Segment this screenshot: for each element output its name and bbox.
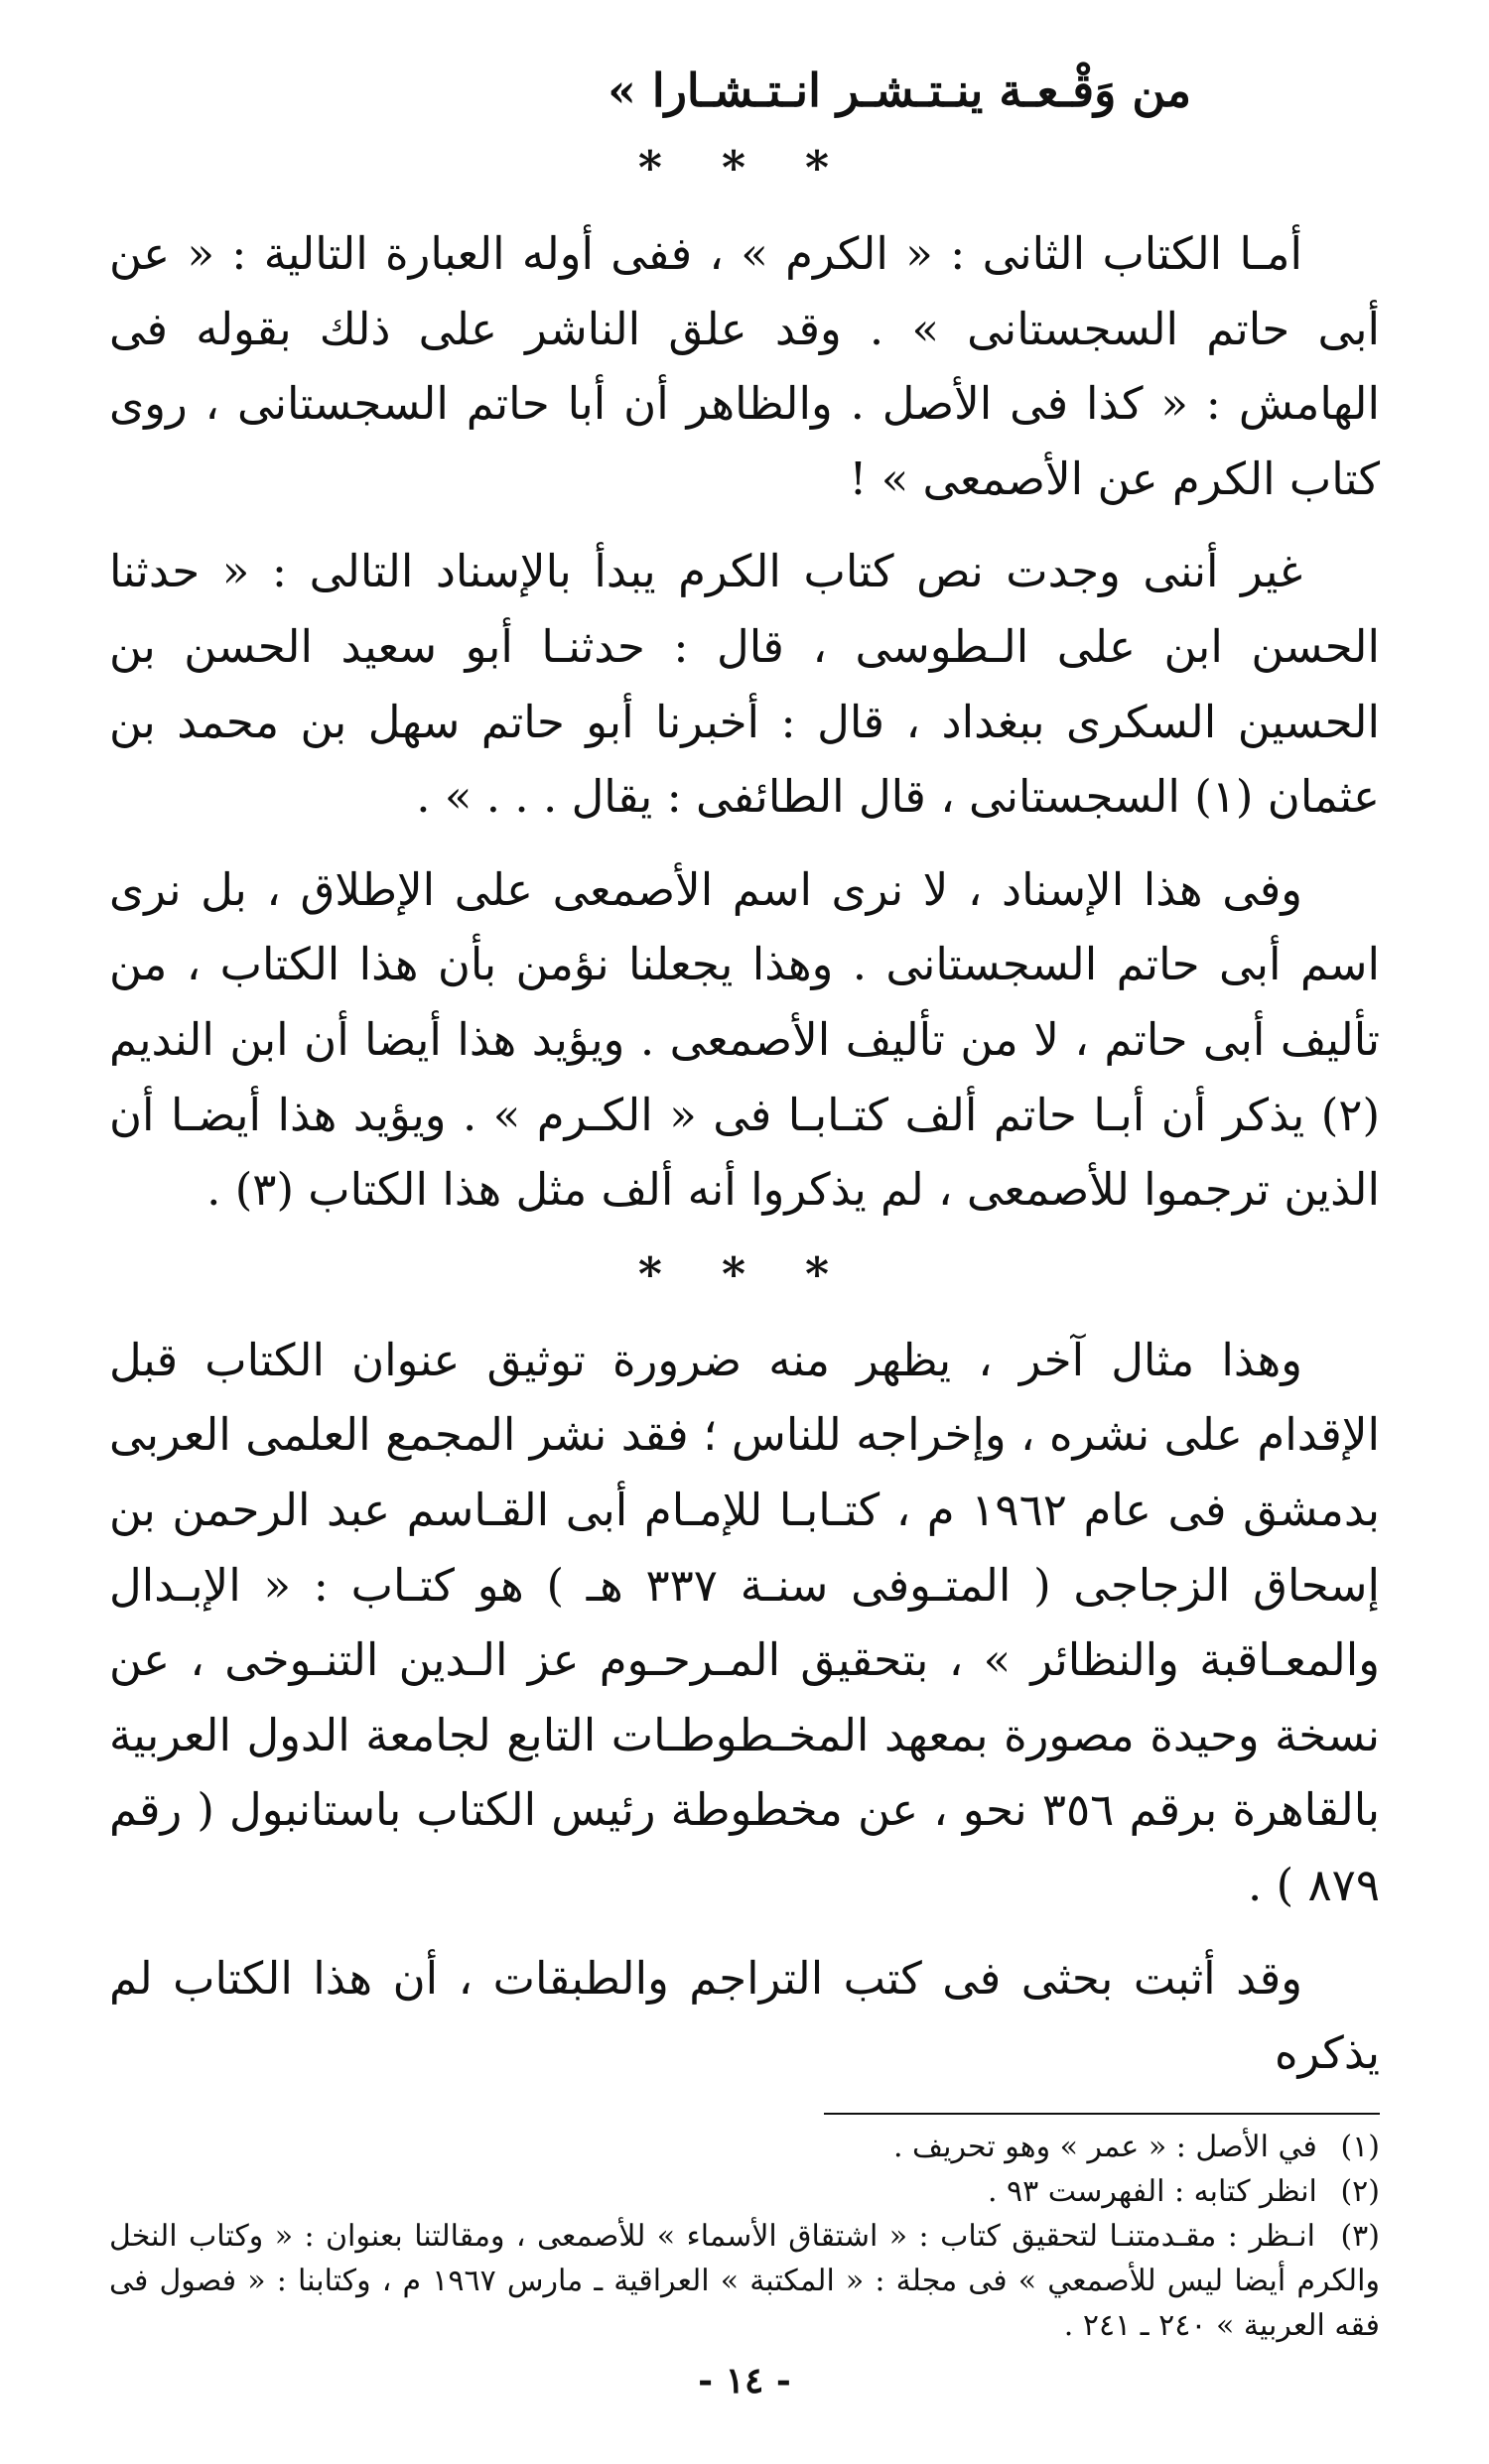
footnote-number: (١) (1340, 2129, 1380, 2164)
continued-heading-line: من وَقْـعـة ينـتـشـر انـتـشـارا » (608, 64, 1191, 117)
section-divider-top: * * * (637, 141, 852, 195)
footnote-text: انظر كتابه : الفهرست ٩٣ . (987, 2173, 1317, 2209)
paragraph-kitab-al-karam: أمـا الكتاب الثانى : « الكرم » ، ففى أوله العبارة التالية : « عن أبى حاتم السجستانى » . وقد علق الناشر على ذلك بقوله فى الهامش : « كذا فى الأصل . والظاهر أن أبا حاتم السجستانى ، روى كتاب الكرم عن الأصمعى » ! (109, 227, 1380, 505)
footnote-1 (109, 2125, 1380, 2169)
footnote-number: (٣) (1340, 2218, 1380, 2254)
footnote-3 (109, 2214, 1380, 2348)
footnote-text: انـظر : مقـدمتنـا لتحقيق كتاب : « اشتقاق الأسماء » للأصمعى ، ومقالتنا بعنوان : « وكتاب النخل والكرم أيضا ليس للأصمعي » فى مجلة : « المكتبة » العراقية ـ مارس ١٩٦٧ م ، وكتابنا : « فصول فى فقه العربية » ٢٤٠ ـ ٢٤١ . (109, 2218, 1380, 2343)
footnote-divider (824, 2113, 1380, 2115)
footnotes (109, 2125, 1380, 2348)
footnote-text: في الأصل : « عمر » وهو تحريف . (892, 2129, 1317, 2164)
paragraph-isnad-analysis: وفى هذا الإسناد ، لا نرى اسم الأصمعى على الإطلاق ، بل نرى اسم أبى حاتم السجستانى . وهذا يجعلنا نؤمن بأن هذا الكتاب ، من تأليف أبى حاتم ، لا من تأليف الأصمعى . ويؤيد هذا أيضا أن ابن النديم (٢) يذكر أن أبـا حاتم ألف كتـابـا فى « الكـرم » . ويؤيد هذا أيضـا أن الذين ترجموا للأصمعى ، لم يذكروا أنه ألف مثل هذا الكتاب (٣) . (109, 862, 1380, 1217)
footnote-number: (٢) (1340, 2173, 1380, 2209)
paragraph-isnad: غير أننى وجدت نص كتاب الكرم يبدأ بالإسناد التالى : « حدثنا الحسن ابن على الـطوسى ، قال : حدثنـا أبو سعيد الحسن بن الحسين السكرى ببغداد ، قال : أخبرنا أبو حاتم سهل بن محمد بن عثمان (١) السجستانى ، قال الطائفى : يقال . . . » . (109, 545, 1380, 824)
section-divider-middle: * * * (637, 1246, 852, 1301)
book-page (109, 60, 1380, 2421)
page-number: - ١٤ - (698, 2360, 791, 2401)
footnote-2 (109, 2169, 1380, 2214)
paragraph-research-finding: وقد أثبت بحثى فى كتب التراجم والطبقات ، أن هذا الكتاب لم يذكره (109, 1951, 1380, 2080)
paragraph-another-example: وهذا مثال آخر ، يظهر منه ضرورة توثيق عنوان الكتاب قبل الإقدام على نشره ، وإخراجه للناس ؛ فقد نشر المجمع العلمى العربى بدمشق فى عام ١٩٦٢ م ، كتـابـا للإمـام أبى القـاسم عبد الرحمن بن إسحاق الزجاجى ( المتـوفى سنـة ٣٣٧ هـ ) هو كتـاب : « الإبـدال والمعـاقبة والنظائر » ، بتحقيق المـرحـوم عز الـدين التنـوخى ، عن نسخة وحيدة مصورة بمعهد المخـطوطـات التابع لجامعة الدول العربية بالقاهرة برقم ٣٥٦ نحو ، عن مخطوطة رئيس الكتاب باستانبول ( رقم ٨٧٩ ) . (109, 1333, 1380, 1911)
